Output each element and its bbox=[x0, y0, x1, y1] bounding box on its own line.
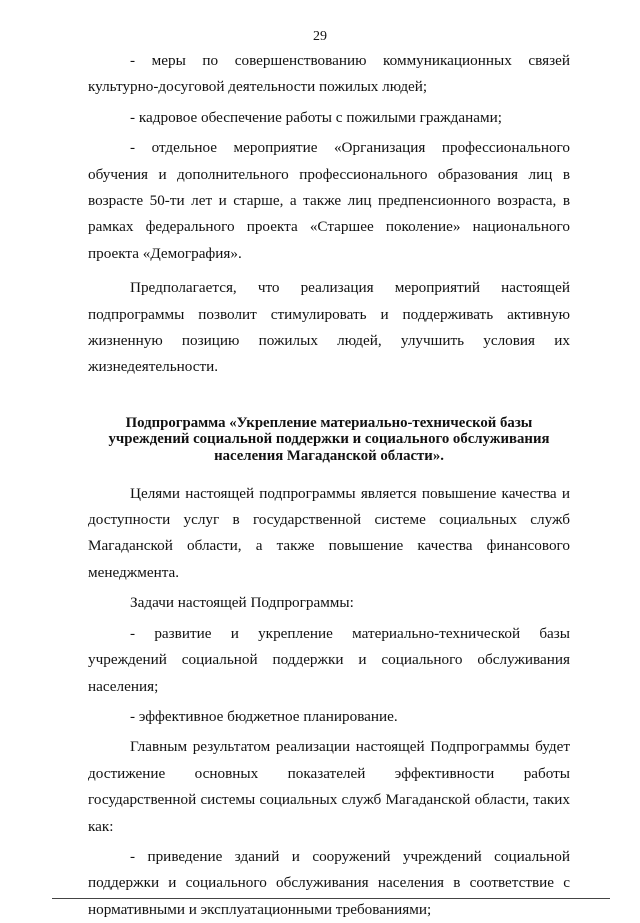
paragraph-goals: Целями настоящей подпрограммы является повышение качества и доступности услуг в государственной системе социальных служб Магаданской области, а также повышение качества финансового менеджмента. bbox=[88, 484, 570, 581]
paragraph-buildings: - приведение зданий и сооружений учреждений социальной поддержки и социального обслуживания населения в соответствие с нормативными и эксплуатационными требованиями; bbox=[88, 847, 570, 918]
heading-line: учреждений социальной поддержки и социального обслуживания bbox=[108, 431, 550, 448]
paragraph-staffing: - кадровое обеспечение работы с пожилыми гражданами; bbox=[130, 108, 502, 126]
paragraph-task-budget: - эффективное бюджетное планирование. bbox=[130, 707, 398, 725]
bottom-rule bbox=[52, 898, 610, 899]
paragraph-measures: - меры по совершенствованию коммуникационных связей культурно-досуговой деятельности пожилых людей; bbox=[88, 52, 570, 96]
paragraph-main-result: Главным результатом реализации настоящей Подпрограммы будет достижение основных показателей эффективности работы государственной системы социальных служб Магаданской области, таких как: bbox=[88, 738, 570, 835]
heading-line: Подпрограмма «Укрепление материально-технической базы bbox=[125, 414, 533, 431]
page-number: 29 bbox=[313, 29, 327, 44]
paragraph-separate-measure: - отдельное мероприятие «Организация профессионального обучения и дополнительного профессионального образования лиц в возрасте 50-ти лет и старше, а также лиц предпенсионного возраста, в рамках федерального проекта «Старшее поколение» национального проекта «Демография». bbox=[88, 139, 570, 262]
paragraph-task-infrastructure: - развитие и укрепление материально-технической базы учреждений социальной поддержки и социального обслуживания населения; bbox=[88, 624, 570, 695]
paragraph-expected-outcome: Предполагается, что реализация мероприятий настоящей подпрограммы позволит стимулировать и поддерживать активную жизненную позицию пожилых людей, улучшить условия их жизнедеятельности. bbox=[88, 279, 570, 376]
subprogram-heading bbox=[88, 415, 570, 465]
paragraph-tasks-title: Задачи настоящей Подпрограммы: bbox=[130, 594, 354, 612]
heading-line: населения Магаданской области». bbox=[214, 448, 444, 465]
document-body bbox=[88, 48, 570, 923]
